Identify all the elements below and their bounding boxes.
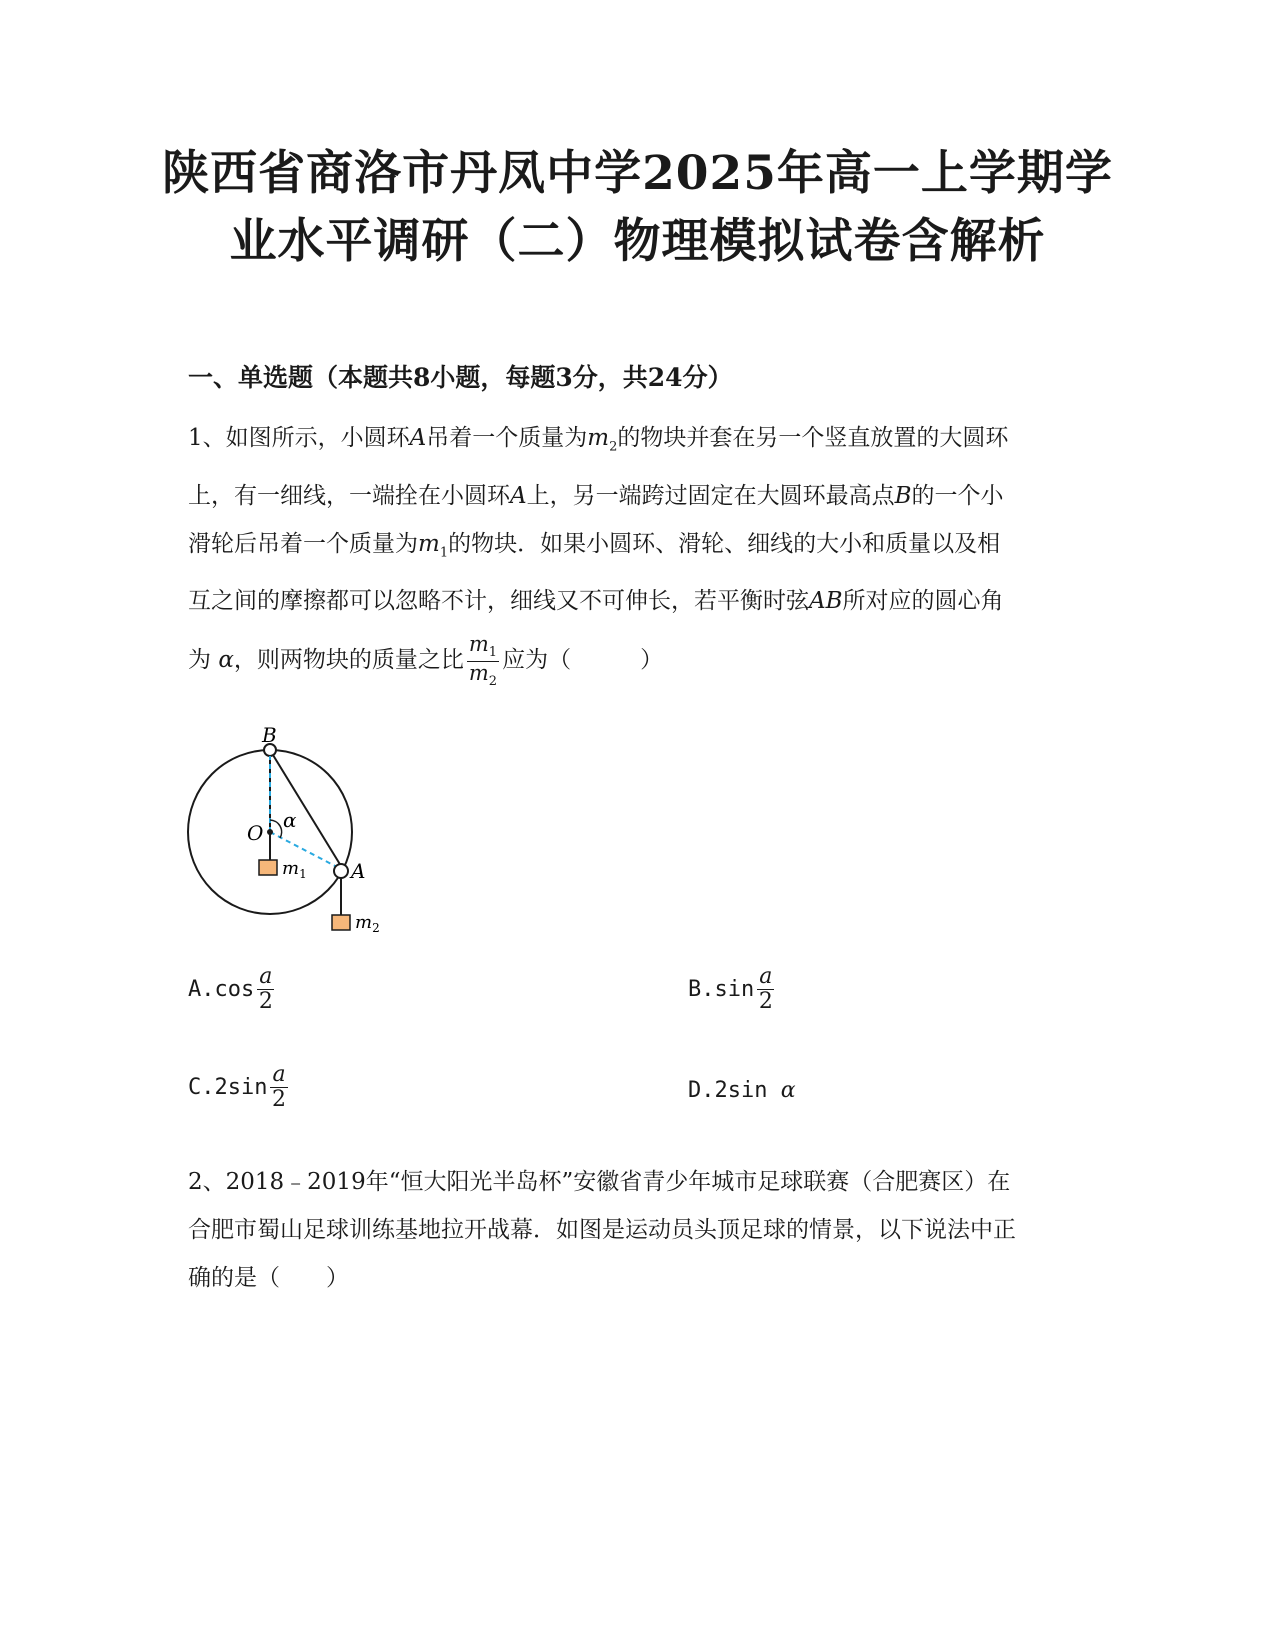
q1-line-1: 1、如图所示，小圆环A吊着一个质量为$m_2$的物块并套在另一个竖直放置的大圆环 <box>188 425 1009 455</box>
label-alpha: α <box>283 808 297 832</box>
q1-line-2: 上，有一细线，一端拴在小圆环A上，另一端跨过固定在大圆环最高点B的一个小 <box>188 482 1004 509</box>
question-2 <box>188 1158 1088 1302</box>
title-line-2: 业水平调研（二）物理模拟试卷含解析 <box>229 214 1046 269</box>
q1-line-4: 互之间的摩擦都可以忽略不计，细线又不可伸长，若平衡时弦AB所对应的圆心角 <box>188 588 1004 615</box>
label-B: B <box>262 723 277 747</box>
option-B[interactable]: B. sin $\frac{a}{2}$ <box>688 964 773 1015</box>
q1-line-3: 滑轮后吊着一个质量为$m_1$的物块．如果小圆环、滑轮、细线的大小和质量以及相 <box>188 530 1001 561</box>
angle-arc <box>270 820 282 838</box>
block-m1 <box>259 860 277 875</box>
option-A[interactable]: A. cos $\frac{a}{2}$ <box>188 964 273 1015</box>
label-m2: $m_2$ <box>355 912 380 935</box>
q2-line-2: 合肥市蜀山足球训练基地拉开战幕．如图是运动员头顶足球的情景，以下说法中正 <box>188 1217 1016 1243</box>
section-heading: 一、单选题（本题共8小题，每题3分，共24分） <box>188 363 733 392</box>
center-point-O <box>267 829 273 835</box>
label-A: A <box>351 859 366 883</box>
title-line-1: 陕西省商洛市丹凤中学2025年高一上学期学 <box>162 146 1113 201</box>
small-ring-A <box>334 864 348 878</box>
option-D[interactable]: D. 2sin α <box>688 1078 796 1103</box>
q1-line-5: 为 α，则两物块的质量之比 $\frac{m_1}{m_2}$ 应为（ ） <box>188 632 664 689</box>
block-m2 <box>332 915 350 930</box>
question-1 <box>188 414 1088 689</box>
label-m1: $m_1$ <box>282 858 307 881</box>
q2-line-3: 确的是（ ） <box>188 1265 349 1291</box>
option-C[interactable]: C. 2sin $\frac{a}{2}$ <box>188 1062 287 1113</box>
circle-pulley-diagram <box>175 710 415 940</box>
q2-line-1: 2、2018﹣2019年“恒大阳光半岛杯”安徽省青少年城市足球联赛（合肥赛区）在 <box>188 1169 1011 1195</box>
label-O: O <box>247 821 264 845</box>
mass-ratio-fraction: $\frac{m_1}{m_2}$ <box>468 632 498 689</box>
